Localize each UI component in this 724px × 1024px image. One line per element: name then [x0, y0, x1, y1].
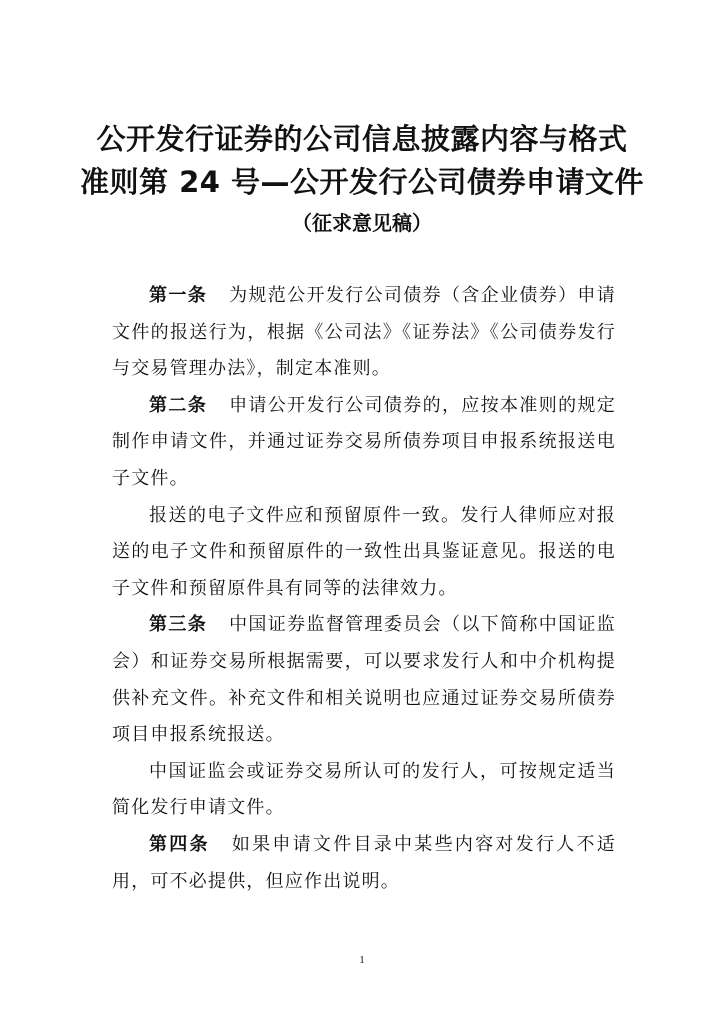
article-label: 第一条 — [149, 285, 208, 306]
document-body — [112, 278, 616, 900]
article-label: 第二条 — [149, 394, 208, 416]
document-title-line-2: 准则第 24 号—公开发行公司债券申请文件 — [79, 165, 645, 199]
paragraph-text: 申请公开发行公司债券的，应按本准则的规定制作申请文件，并通过证券交易所债券项目申报系统报送电子文件。 — [112, 394, 616, 489]
page-number: 1 — [359, 954, 365, 966]
paragraph-electronic-files — [112, 498, 616, 608]
document-subtitle: （征求意见稿） — [292, 211, 432, 235]
paragraph-article-2 — [112, 388, 616, 498]
paragraph-text: 中国证监会或证券交易所认可的发行人，可按规定适当简化发行申请文件。 — [112, 760, 616, 819]
paragraph-article-3 — [112, 607, 616, 753]
paragraph-text: 中国证券监督管理委员会（以下简称中国证监会）和证券交易所根据需要，可以要求发行人和中介机构提供补充文件。补充文件和相关说明也应通过证券交易所债券项目申报系统报送。 — [112, 614, 616, 746]
document-title-line-1: 公开发行证券的公司信息披露内容与格式 — [96, 122, 628, 156]
paragraph-article-1 — [112, 278, 616, 388]
paragraph-text: 为规范公开发行公司债券（含企业债券）申请文件的报送行为，根据《公司法》《证券法》《公司债券发行与交易管理办法》，制定本准则。 — [112, 285, 616, 380]
title-block — [0, 118, 724, 238]
paragraph-simplified-filing — [112, 754, 616, 827]
paragraph-article-4 — [112, 827, 616, 900]
article-label: 第三条 — [149, 614, 208, 636]
article-label: 第四条 — [149, 833, 210, 855]
paragraph-text: 如果申请文件目录中某些内容对发行人不适用，可不必提供，但应作出说明。 — [112, 833, 616, 892]
paragraph-text: 报送的电子文件应和预留原件一致。发行人律师应对报送的电子文件和预留原件的一致性出具鉴证意见。报送的电子文件和预留原件具有同等的法律效力。 — [112, 504, 616, 599]
